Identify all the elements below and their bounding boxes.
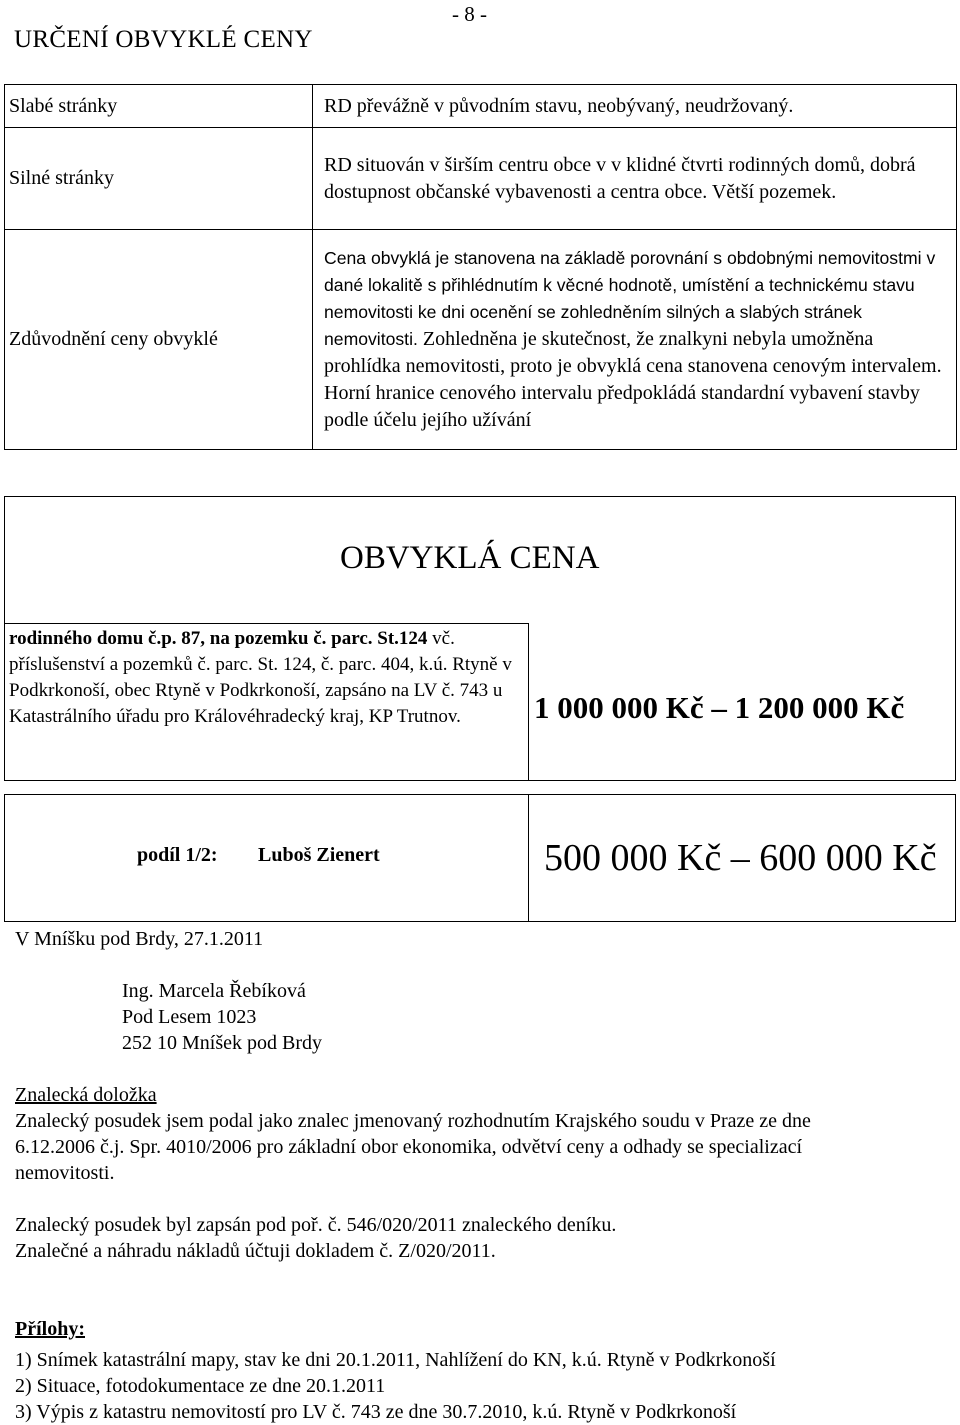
attachment-item: 2) Situace, fotodokumentace ze dne 20.1.2011 [15,1375,386,1397]
clause-fee: Znalečné a náhradu nákladů účtuji dokladem č. Z/020/2011. [15,1240,496,1262]
signature-name: Ing. Marcela Řebíková [122,980,306,1002]
property-description-rest: vč. příslušenství a pozemků č. parc. St. 124, č. parc. 404, k.ú. Rtyně v Podkrkonoší, obec Rtyně v Podkrkonoší, zapsáno na LV č. 743 u Katastrálního úřadu pro Královéhradecký kraj, KP Trutnov. [9,628,512,727]
weak-points-label: Slabé stránky [5,85,313,128]
share-owner: Luboš Zienert [258,844,380,866]
share-price: 500 000 Kč – 600 000 Kč [544,837,937,879]
justification-text-sans: Cena obvyklá je stanovena na základě porovnání s obdobnými nemovitostmi v dané lokalitě s přihlédnutím k věcné hodnotě, umístění a technickému stavu nemovitosti ke dni ocenění se zohledněním silných a slabých stránek nemovitosti. [324,248,936,349]
justification-text-serif: Zohledněna je skutečnost, že znalkyni nebyla umožněna prohlídka nemovitosti, proto je obvyklá cena stanovena cenovým intervalem. Horní hranice cenového intervalu předpokládá standardní vybavení stavby podle účelu jejího užívání [324,328,942,431]
clause-line-3: nemovitosti. [15,1162,115,1184]
page-number: - 8 - [452,2,487,26]
attachment-item: 3) Výpis z katastru nemovitostí pro LV č. 743 ze dne 30.7.2010, k.ú. Rtyně v Podkrkonoší [15,1401,737,1423]
strong-points-value: RD situován v širším centru obce v v klidné čtvrti rodinných domů, dobrá dostupnost občanské vybavenosti a centra obce. Větší pozemek. [313,128,957,230]
table-row-strong-points [5,128,957,230]
justification-label: Zdůvodnění ceny obvyklé [5,230,313,450]
usual-price-title: OBVYKLÁ CENA [340,540,600,576]
clause-record: Znalecký posudek byl zapsán pod poř. č. 546/020/2011 znaleckého deníku. [15,1214,617,1236]
share-label: podíl 1/2: [137,844,218,866]
clause-line-1: Znalecký posudek jsem podal jako znalec jmenovaný rozhodnutím Krajského soudu v Praze ze dne [15,1110,811,1132]
share-divider [528,794,529,921]
weak-points-value: RD převážně v původním stavu, neobývaný, neudržovaný. [313,85,957,128]
place-date: V Mníšku pod Brdy, 27.1.2011 [15,928,264,950]
document-title: URČENÍ OBVYKLÉ CENY [14,26,313,53]
table-row-justification [5,230,957,450]
signature-city: 252 10 Mníšek pod Brdy [122,1032,322,1054]
table-row-weak-points [5,85,957,128]
clause-line-2: 6.12.2006 č.j. Spr. 4010/2006 pro základní obor ekonomika, odvětví ceny a odhady se specializací [15,1136,803,1158]
attachment-item: 1) Snímek katastrální mapy, stav ke dni 20.1.2011, Nahlížení do KN, k.ú. Rtyně v Podkrkonoší [15,1349,776,1371]
price-range: 1 000 000 Kč – 1 200 000 Kč [534,690,905,725]
property-description-bold: rodinného domu č.p. 87, na pozemku č. parc. St.124 [9,628,428,649]
signature-street: Pod Lesem 1023 [122,1006,257,1028]
justification-value [313,230,957,450]
strong-points-label: Silné stránky [5,128,313,230]
property-description [9,626,525,730]
attachments-heading: Přílohy: [15,1318,85,1340]
assessment-table [4,84,957,450]
clause-heading: Znalecká doložka [15,1084,157,1106]
